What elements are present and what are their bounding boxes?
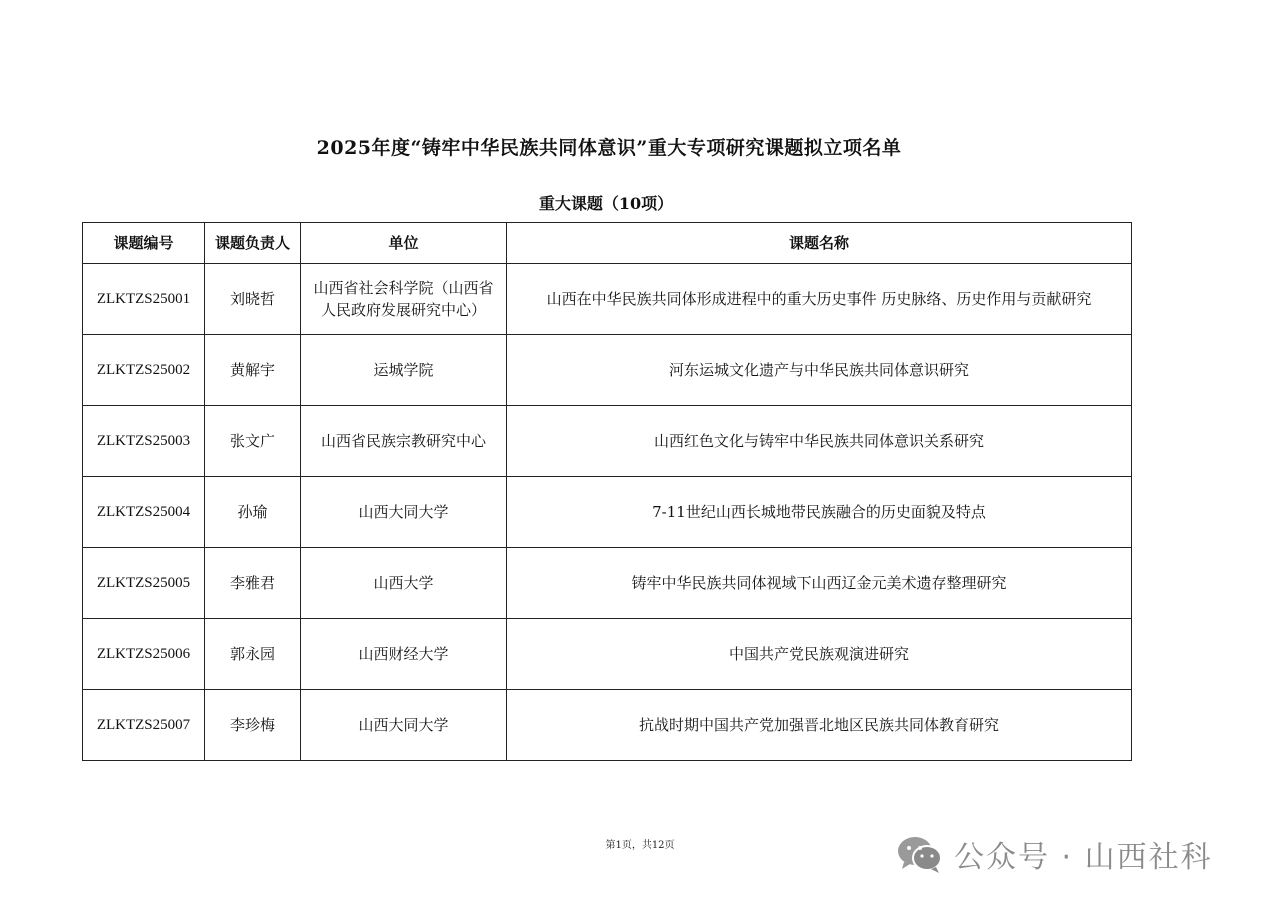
cell-code: ZLKTZS25004 — [83, 477, 205, 548]
cell-name: 7-11世纪山西长城地带民族融合的历史面貌及特点 — [507, 477, 1132, 548]
project-table — [82, 222, 1132, 761]
header-code: 课题编号 — [83, 223, 205, 264]
cell-leader: 李雅君 — [205, 548, 301, 619]
cell-leader: 郭永园 — [205, 619, 301, 690]
header-leader: 课题负责人 — [205, 223, 301, 264]
table-row — [83, 690, 1132, 761]
watermark-text: 公众号 · 山西社科 — [954, 840, 1213, 875]
cell-unit: 运城学院 — [301, 335, 507, 406]
cell-unit: 山西大学 — [301, 548, 507, 619]
table-row — [83, 619, 1132, 690]
cell-name: 山西在中华民族共同体形成进程中的重大历史事件 历史脉络、历史作用与贡献研究 — [507, 264, 1132, 335]
cell-unit: 山西大同大学 — [301, 690, 507, 761]
cell-code: ZLKTZS25001 — [83, 264, 205, 335]
page-footer: 第1页，共12页 — [605, 840, 675, 851]
cell-name: 山西红色文化与铸牢中华民族共同体意识关系研究 — [507, 406, 1132, 477]
table-header-row — [83, 223, 1132, 264]
cell-code: ZLKTZS25003 — [83, 406, 205, 477]
cell-unit: 山西大同大学 — [301, 477, 507, 548]
cell-code: ZLKTZS25002 — [83, 335, 205, 406]
watermark — [896, 832, 1213, 876]
table-row — [83, 477, 1132, 548]
header-name: 课题名称 — [507, 223, 1132, 264]
cell-leader: 李珍梅 — [205, 690, 301, 761]
section-title: 重大课题（10项） — [538, 194, 674, 213]
cell-code: ZLKTZS25005 — [83, 548, 205, 619]
table-row — [83, 264, 1132, 335]
cell-name: 抗战时期中国共产党加强晋北地区民族共同体教育研究 — [507, 690, 1132, 761]
cell-leader: 张文广 — [205, 406, 301, 477]
cell-code: ZLKTZS25007 — [83, 690, 205, 761]
cell-name: 河东运城文化遗产与中华民族共同体意识研究 — [507, 335, 1132, 406]
table-row — [83, 548, 1132, 619]
table-row — [83, 335, 1132, 406]
cell-unit: 山西财经大学 — [301, 619, 507, 690]
header-unit: 单位 — [301, 223, 507, 264]
cell-name: 中国共产党民族观演进研究 — [507, 619, 1132, 690]
cell-leader: 孙瑜 — [205, 477, 301, 548]
table-row — [83, 406, 1132, 477]
cell-unit: 山西省民族宗教研究中心 — [301, 406, 507, 477]
cell-unit: 山西省社会科学院（山西省人民政府发展研究中心） — [301, 264, 507, 335]
document-title: 2025年度“铸牢中华民族共同体意识”重大专项研究课题拟立项名单 — [316, 137, 902, 159]
cell-leader: 黄解宇 — [205, 335, 301, 406]
cell-name: 铸牢中华民族共同体视域下山西辽金元美术遗存整理研究 — [507, 548, 1132, 619]
cell-code: ZLKTZS25006 — [83, 619, 205, 690]
wechat-icon — [896, 834, 944, 874]
cell-leader: 刘晓哲 — [205, 264, 301, 335]
